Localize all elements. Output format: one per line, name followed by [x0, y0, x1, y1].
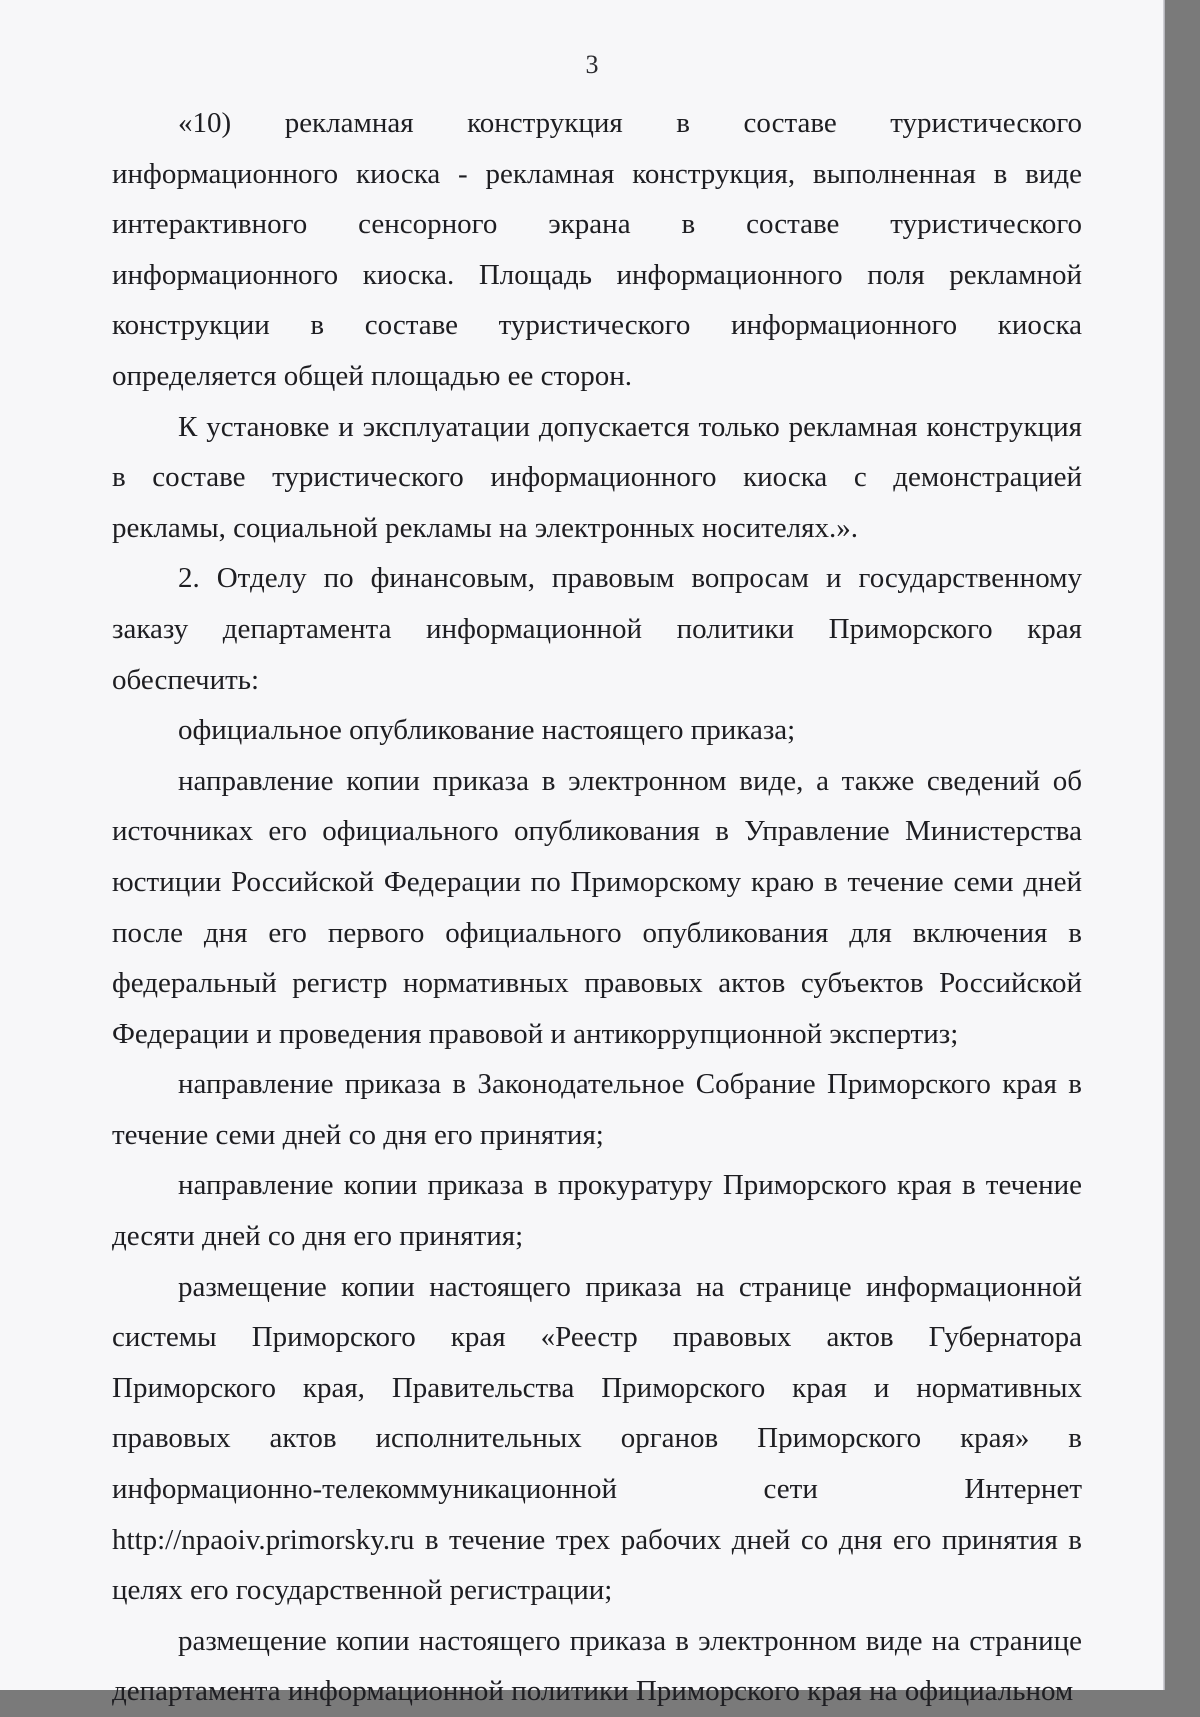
paragraph: К установке и эксплуатации допускается только рекламная конструкция в составе туристического информационного киоска с демонстрацией рекламы, социальной рекламы на электронных носителях.».	[112, 410, 1082, 544]
document-body	[112, 98, 1082, 1717]
paragraph: 2. Отделу по финансовым, правовым вопросам и государственному заказу департамента информационной политики Приморского края обеспечить:	[112, 562, 1082, 696]
paragraph: направление копии приказа в прокуратуру Приморского края в течение десяти дней со дня его принятия;	[112, 1169, 1082, 1253]
paragraph: направление приказа в Законодательное Собрание Приморского края в течение семи дней со дня его принятия;	[112, 1068, 1082, 1151]
paragraph: официальное опубликование настоящего приказа;	[178, 714, 796, 747]
paragraph: размещение копии настоящего приказа на странице информационной системы Приморского края «Реестр правовых актов Губернатора Приморского края, Правительства Приморского края и нормативных правовых актов исполнительных органов Приморского края» в информационно-телекоммуникационной сети Интернет http://npaoiv.primorsky.ru в течение трех рабочих дней со дня его принятия в целях его государственной регистрации;	[112, 1270, 1082, 1607]
paragraph: размещение копии настоящего приказа в электронном виде на странице департамента информационной политики Приморского края на официальном	[112, 1624, 1082, 1708]
paragraph: направление копии приказа в электронном виде, а также сведений об источниках его официального опубликования в Управление Министерства юстиции Российской Федерации по Приморскому краю в течение семи дней после дня его первого официального опубликования для включения в федеральный регистр нормативных правовых актов субъектов Российской Федерации и проведения правовой и антикоррупционной экспертиз;	[112, 764, 1082, 1050]
page-number: 3	[585, 50, 599, 79]
paragraph: «10) рекламная конструкция в составе туристического информационного киоска - рекламная конструкция, выполненная в виде интерактивного сенсорного экрана в составе туристического информационного киоска. Площадь информационного поля рекламной конструкции в составе туристического информационного киоска определяется общей площадью ее сторон.	[112, 107, 1082, 392]
